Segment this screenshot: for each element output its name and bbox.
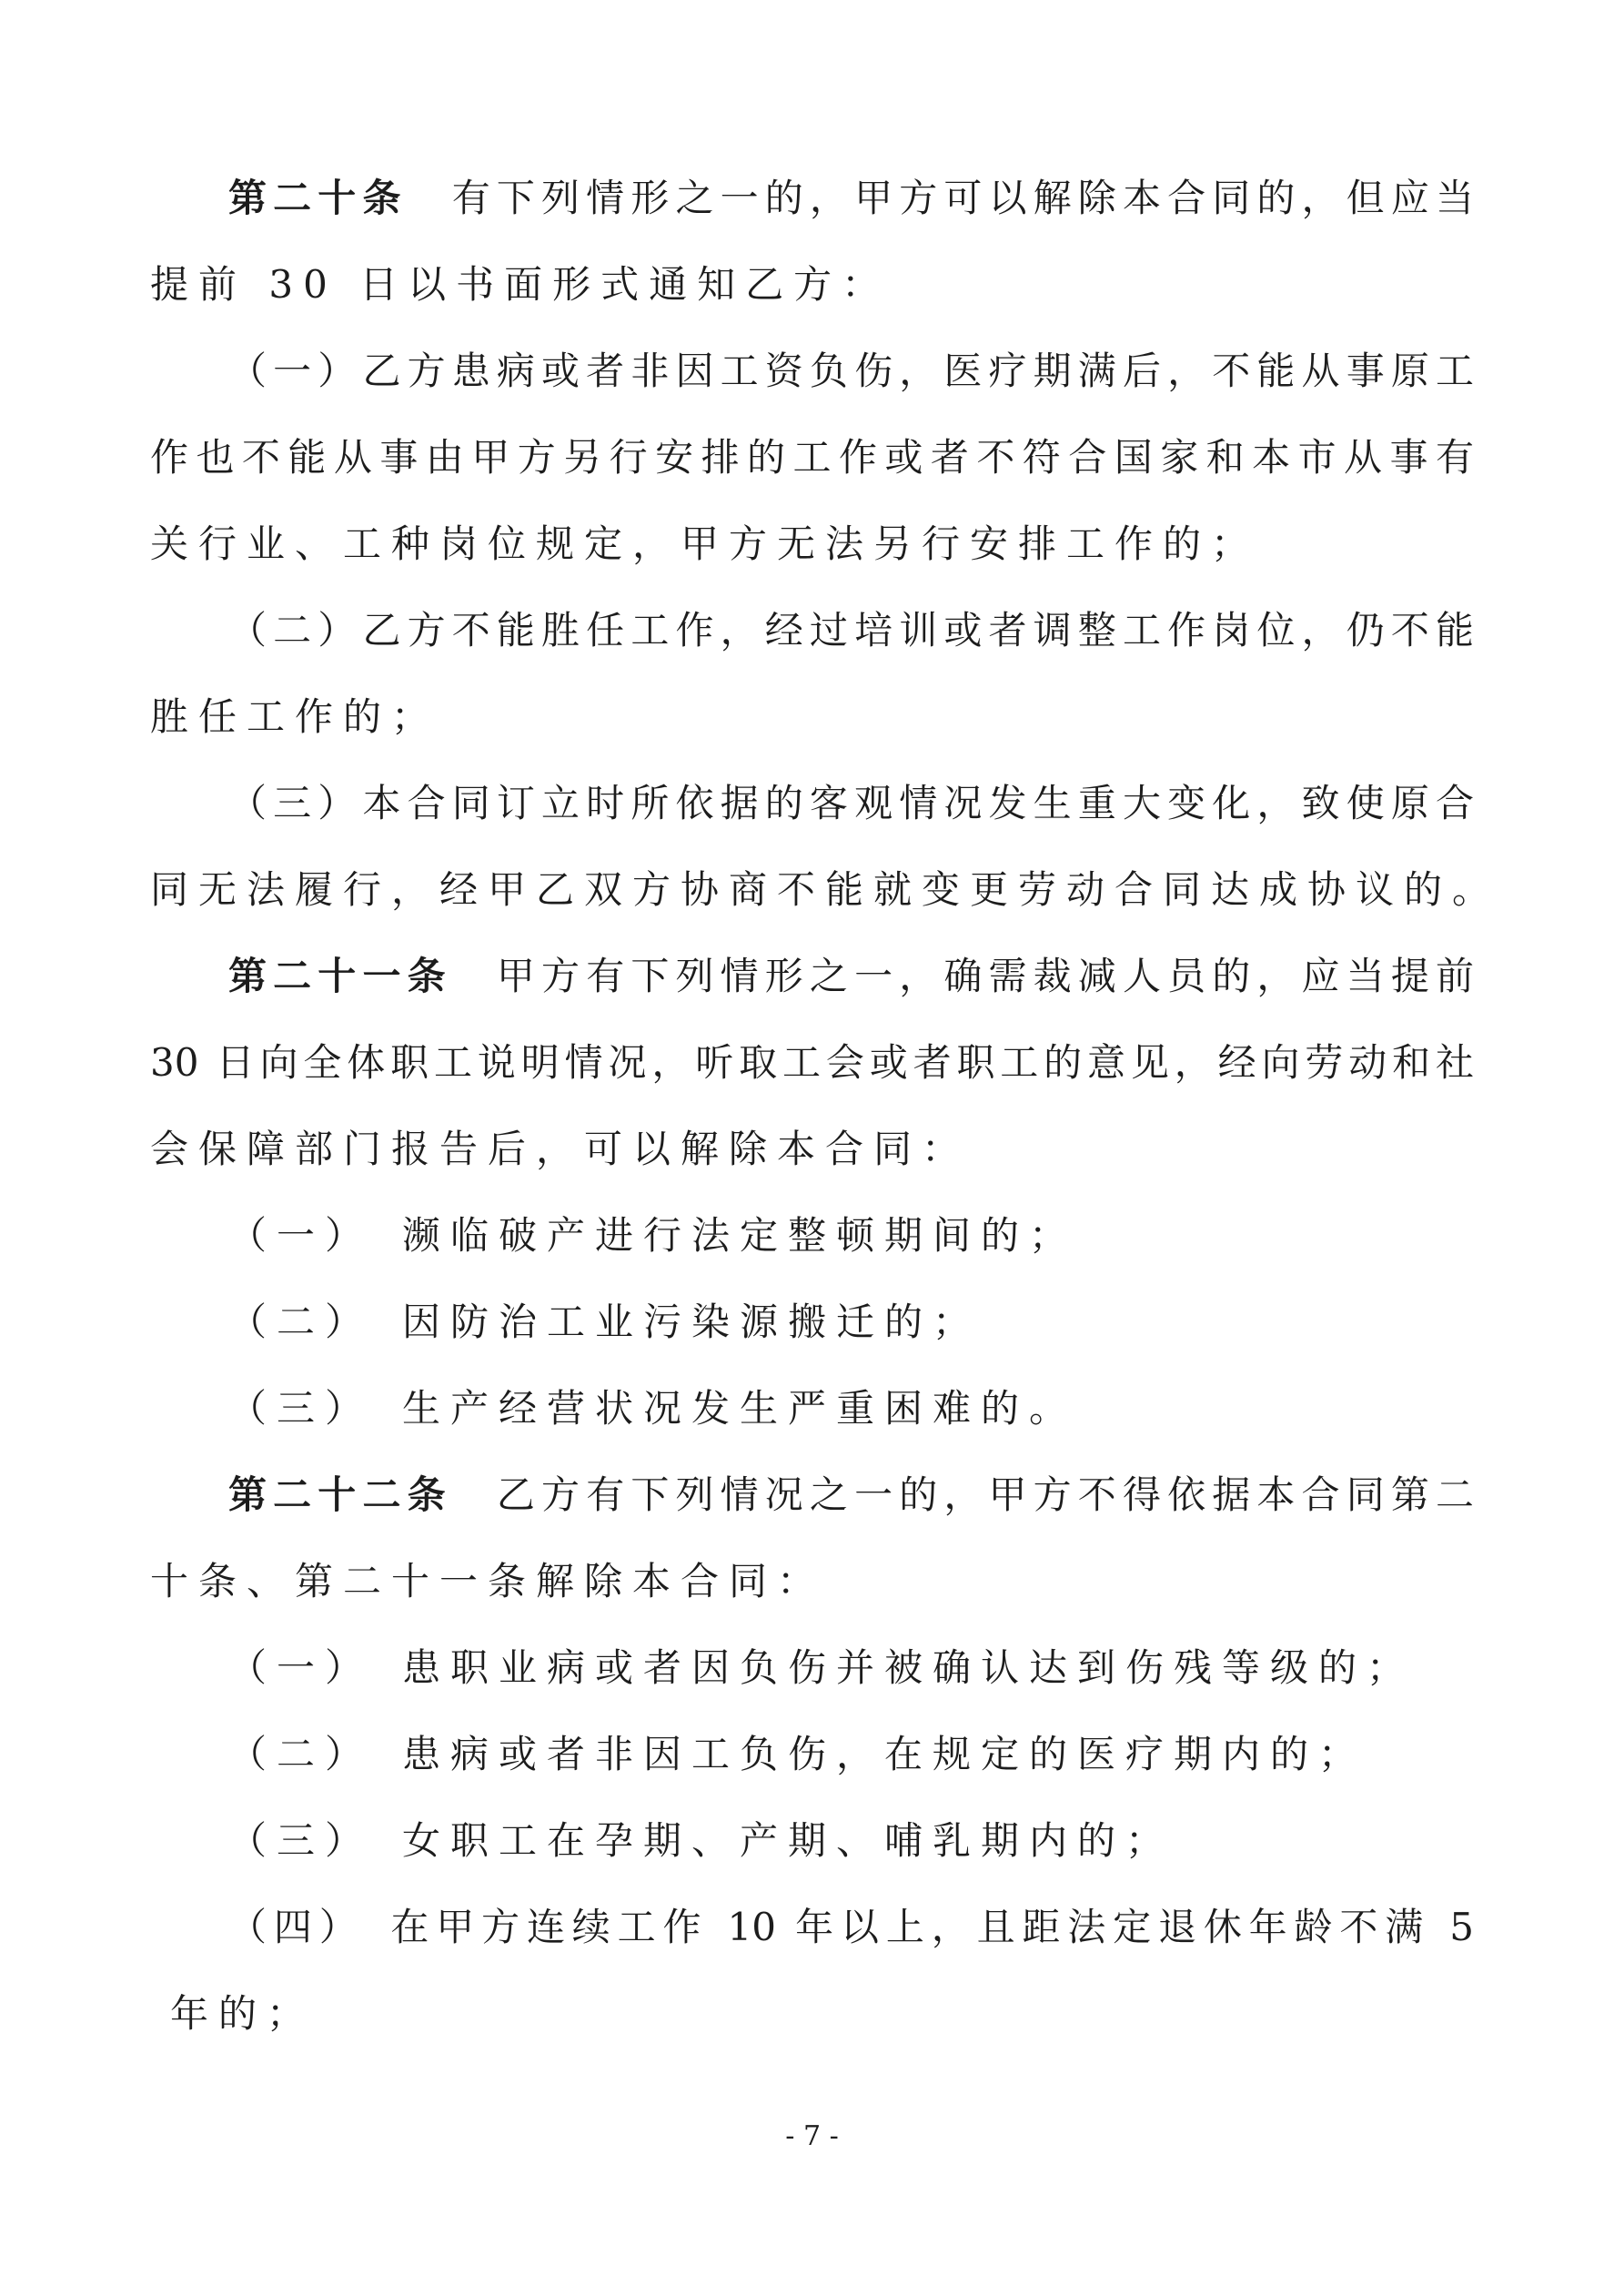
text-line <box>150 1019 1474 1106</box>
article-number-bold: 第二十一条 <box>228 954 452 998</box>
document-body <box>150 155 1501 2057</box>
text-segment: （一） 患职业病或者因负伤并被确认达到伤残等级的； <box>228 1645 1416 1690</box>
text-line <box>150 1279 1474 1365</box>
page-number: - 7 - <box>785 2120 839 2152</box>
text-segment: 作也不能从事由甲方另行安排的工作或者不符合国家和本市从事有 <box>150 435 1474 480</box>
text-segment: 有下列情形之一的，甲方可以解除本合同的，但应当 <box>407 176 1474 220</box>
text-line <box>150 1711 1474 1797</box>
article-number-bold: 第二十二条 <box>228 1472 452 1517</box>
text-segment: （二） 因防治工业污染源搬迁的； <box>228 1300 982 1344</box>
text-line <box>150 1538 1474 1624</box>
text-line <box>150 328 1474 414</box>
text-segment: （一） 濒临破产进行法定整顿期间的； <box>228 1213 1078 1258</box>
text-segment: 年的； <box>170 1991 316 2036</box>
text-segment: 甲方有下列情形之一，确需裁减人员的，应当提前 <box>451 954 1474 998</box>
text-line <box>150 673 1474 760</box>
text-line <box>150 1106 1474 1192</box>
article-number-bold: 第二十条 <box>228 176 408 220</box>
text-segment: （三） 女职工在孕期、产期、哺乳期内的； <box>228 1818 1175 1863</box>
text-line <box>150 414 1474 501</box>
text-line <box>150 587 1474 673</box>
text-segment: 同无法履行，经甲乙双方协商不能就变更劳动合同达成协议的。 <box>150 867 1501 912</box>
text-line <box>150 1797 1474 1884</box>
text-line <box>150 1192 1474 1279</box>
text-line <box>150 1884 1474 1970</box>
text-line <box>150 1451 1474 1538</box>
text-segment: 乙方有下列情况之一的，甲方不得依据本合同第二 <box>451 1472 1474 1517</box>
text-segment: （四） 在甲方连续工作 10 年以上，且距法定退休年龄不满 5 <box>228 1905 1474 1949</box>
text-segment: （二）乙方不能胜任工作，经过培训或者调整工作岗位，仍不能 <box>228 608 1474 652</box>
text-segment: （三）本合同订立时所依据的客观情况发生重大变化，致使原合 <box>228 781 1474 825</box>
text-segment: 提前 30 日以书面形式通知乙方： <box>150 262 891 307</box>
text-line <box>150 241 1474 328</box>
text-line <box>150 1365 1474 1451</box>
text-segment: 30 日向全体职工说明情况，听取工会或者职工的意见，经向劳动和社 <box>150 1040 1474 1085</box>
text-segment: （三） 生产经营状况发生严重困难的。 <box>228 1386 1078 1431</box>
text-line <box>150 1624 1474 1711</box>
text-line <box>150 155 1474 241</box>
text-segment: （一）乙方患病或者非因工资负伤，医疗期满后，不能从事原工 <box>228 349 1474 393</box>
text-line <box>150 1970 1474 2057</box>
text-line <box>150 846 1501 933</box>
text-segment: 会保障部门报告后，可以解除本合同： <box>150 1127 971 1171</box>
text-segment: 关行业、工种岗位规定，甲方无法另行安排工作的； <box>150 521 1260 566</box>
text-segment: 胜任工作的； <box>150 694 440 739</box>
text-line <box>150 501 1474 587</box>
text-segment: 十条、第二十一条解除本合同： <box>150 1559 826 1603</box>
text-line <box>150 760 1474 846</box>
text-line <box>150 933 1474 1019</box>
text-segment: （二） 患病或者非因工负伤，在规定的医疗期内的； <box>228 1732 1367 1776</box>
